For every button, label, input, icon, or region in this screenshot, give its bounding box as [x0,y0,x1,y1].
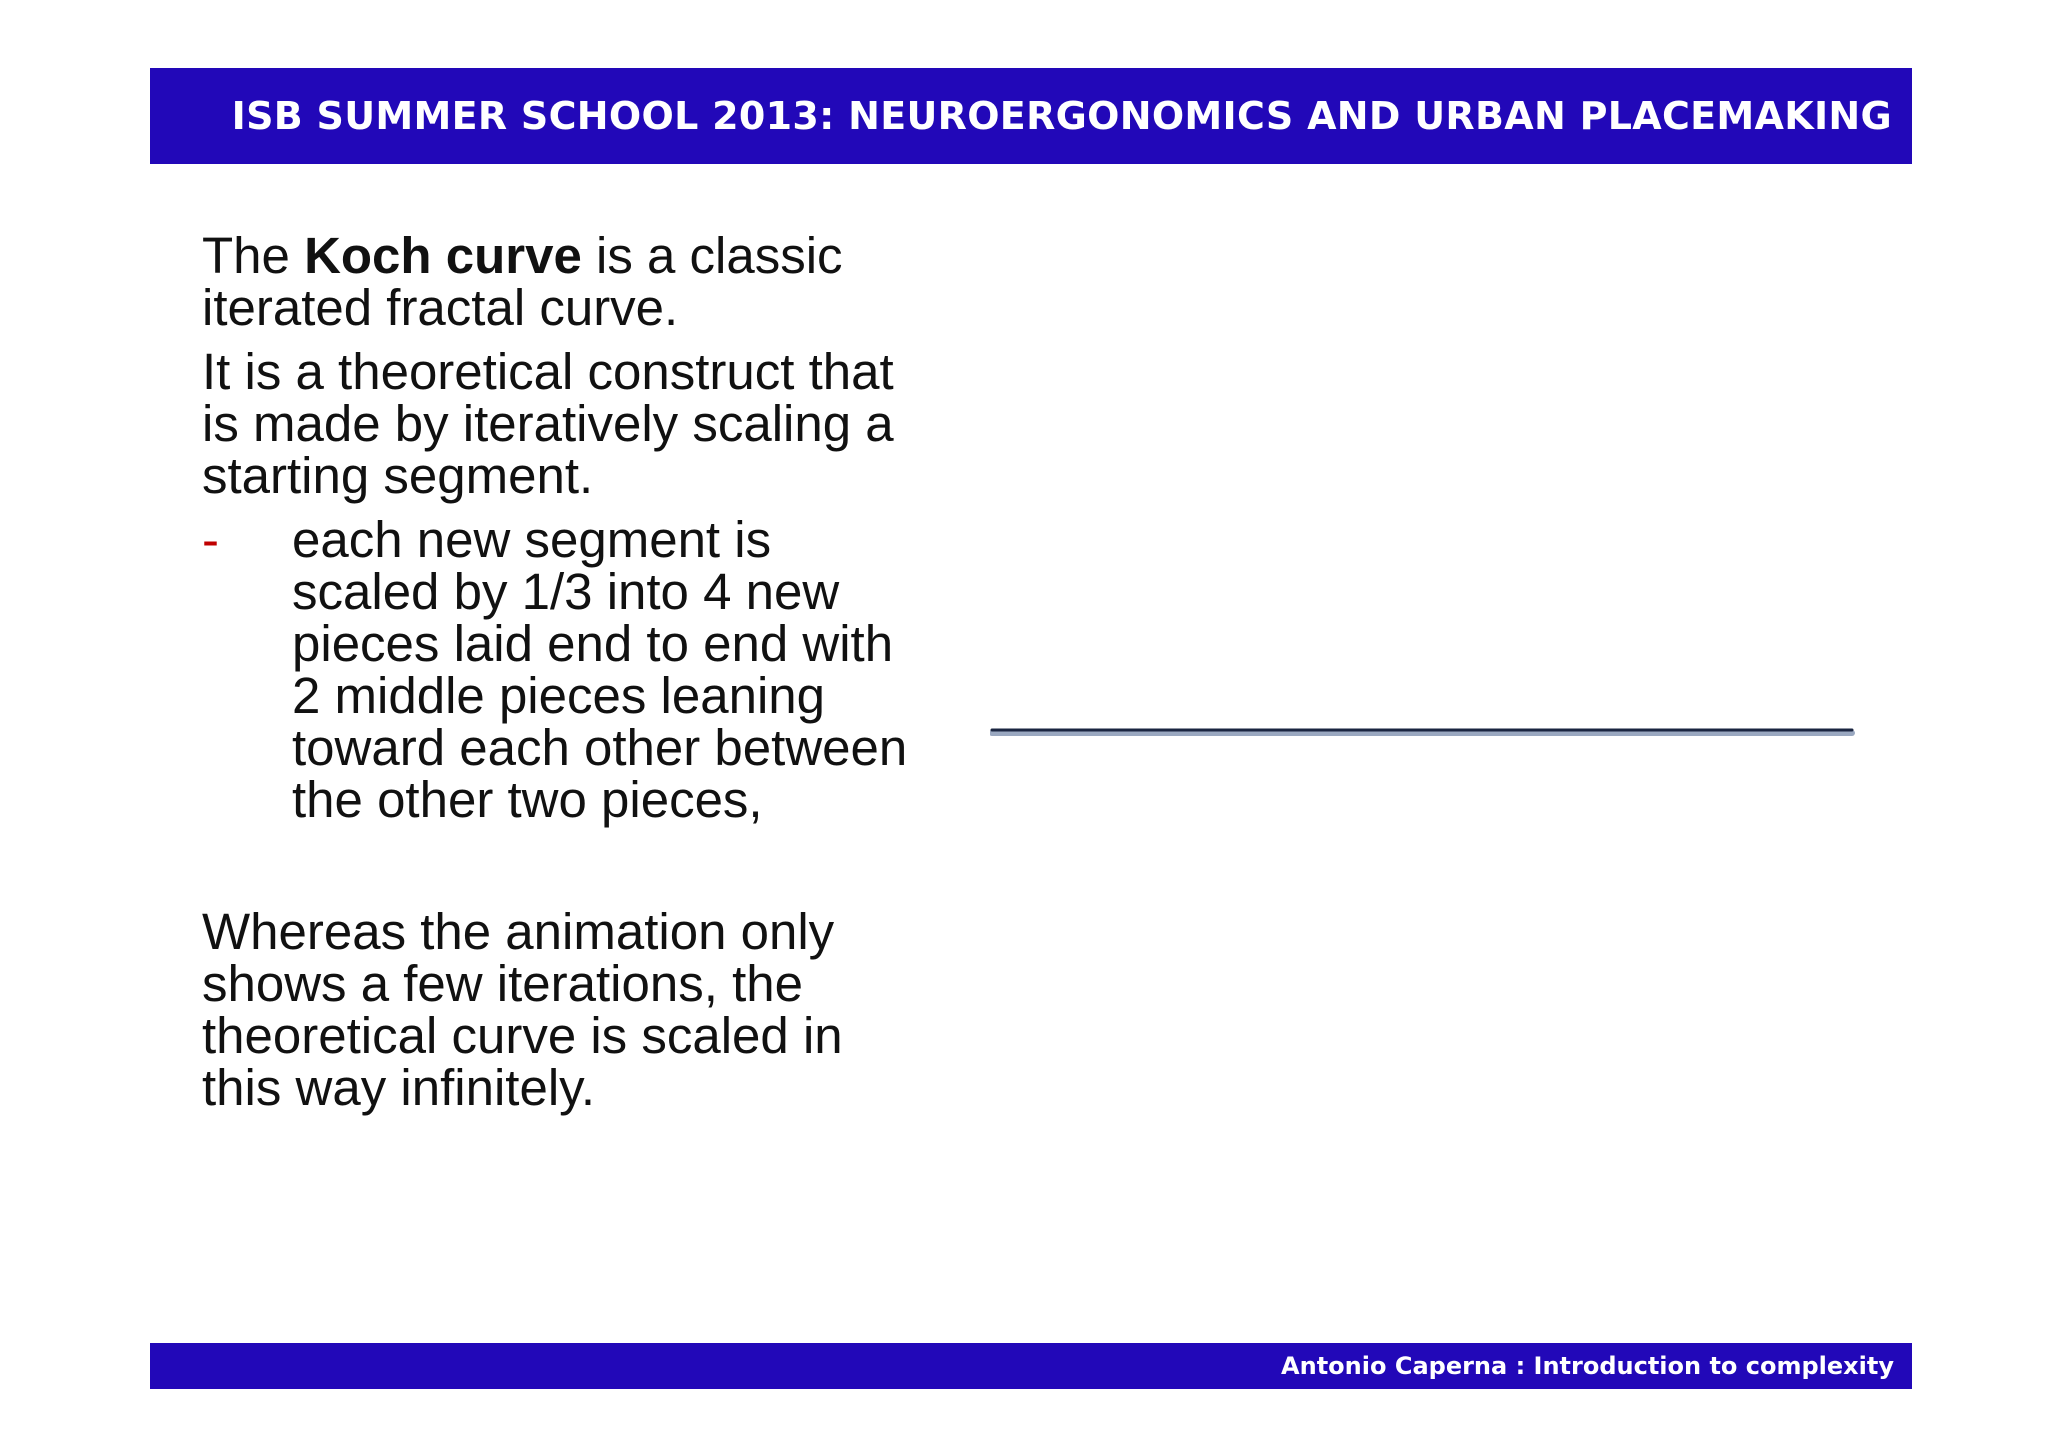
bullet-item [202,511,922,828]
slide-body [202,227,922,1126]
animation-paragraph: Whereas the animation only shows a few iterations, the theoretical curve is scaled in this way infinitely. [202,903,843,1116]
intro-suffix: is a classic iterated fractal curve. [202,227,843,336]
koch-curve-term: Koch curve [304,227,582,284]
bullet-text: each new segment is scaled by 1/3 into 4 new pieces laid end to end with 2 middle pieces leaning toward each other between the other two pieces, [292,511,908,828]
footer-bar [150,1343,1912,1389]
construct-paragraph: It is a theoretical construct that is made by iteratively scaling a starting segment. [202,343,894,504]
intro-prefix: The [202,227,305,284]
koch-curve-figure [990,700,1860,760]
header-bar [150,68,1912,164]
intro-paragraph [202,227,922,336]
bullet-dash: - [202,511,219,568]
footer-author: Antonio Caperna : Introduction to complexity [1281,1352,1894,1380]
slide-header-title: ISB SUMMER SCHOOL 2013: NEUROERGONOMICS AND URBAN PLACEMAKING [231,94,1892,138]
